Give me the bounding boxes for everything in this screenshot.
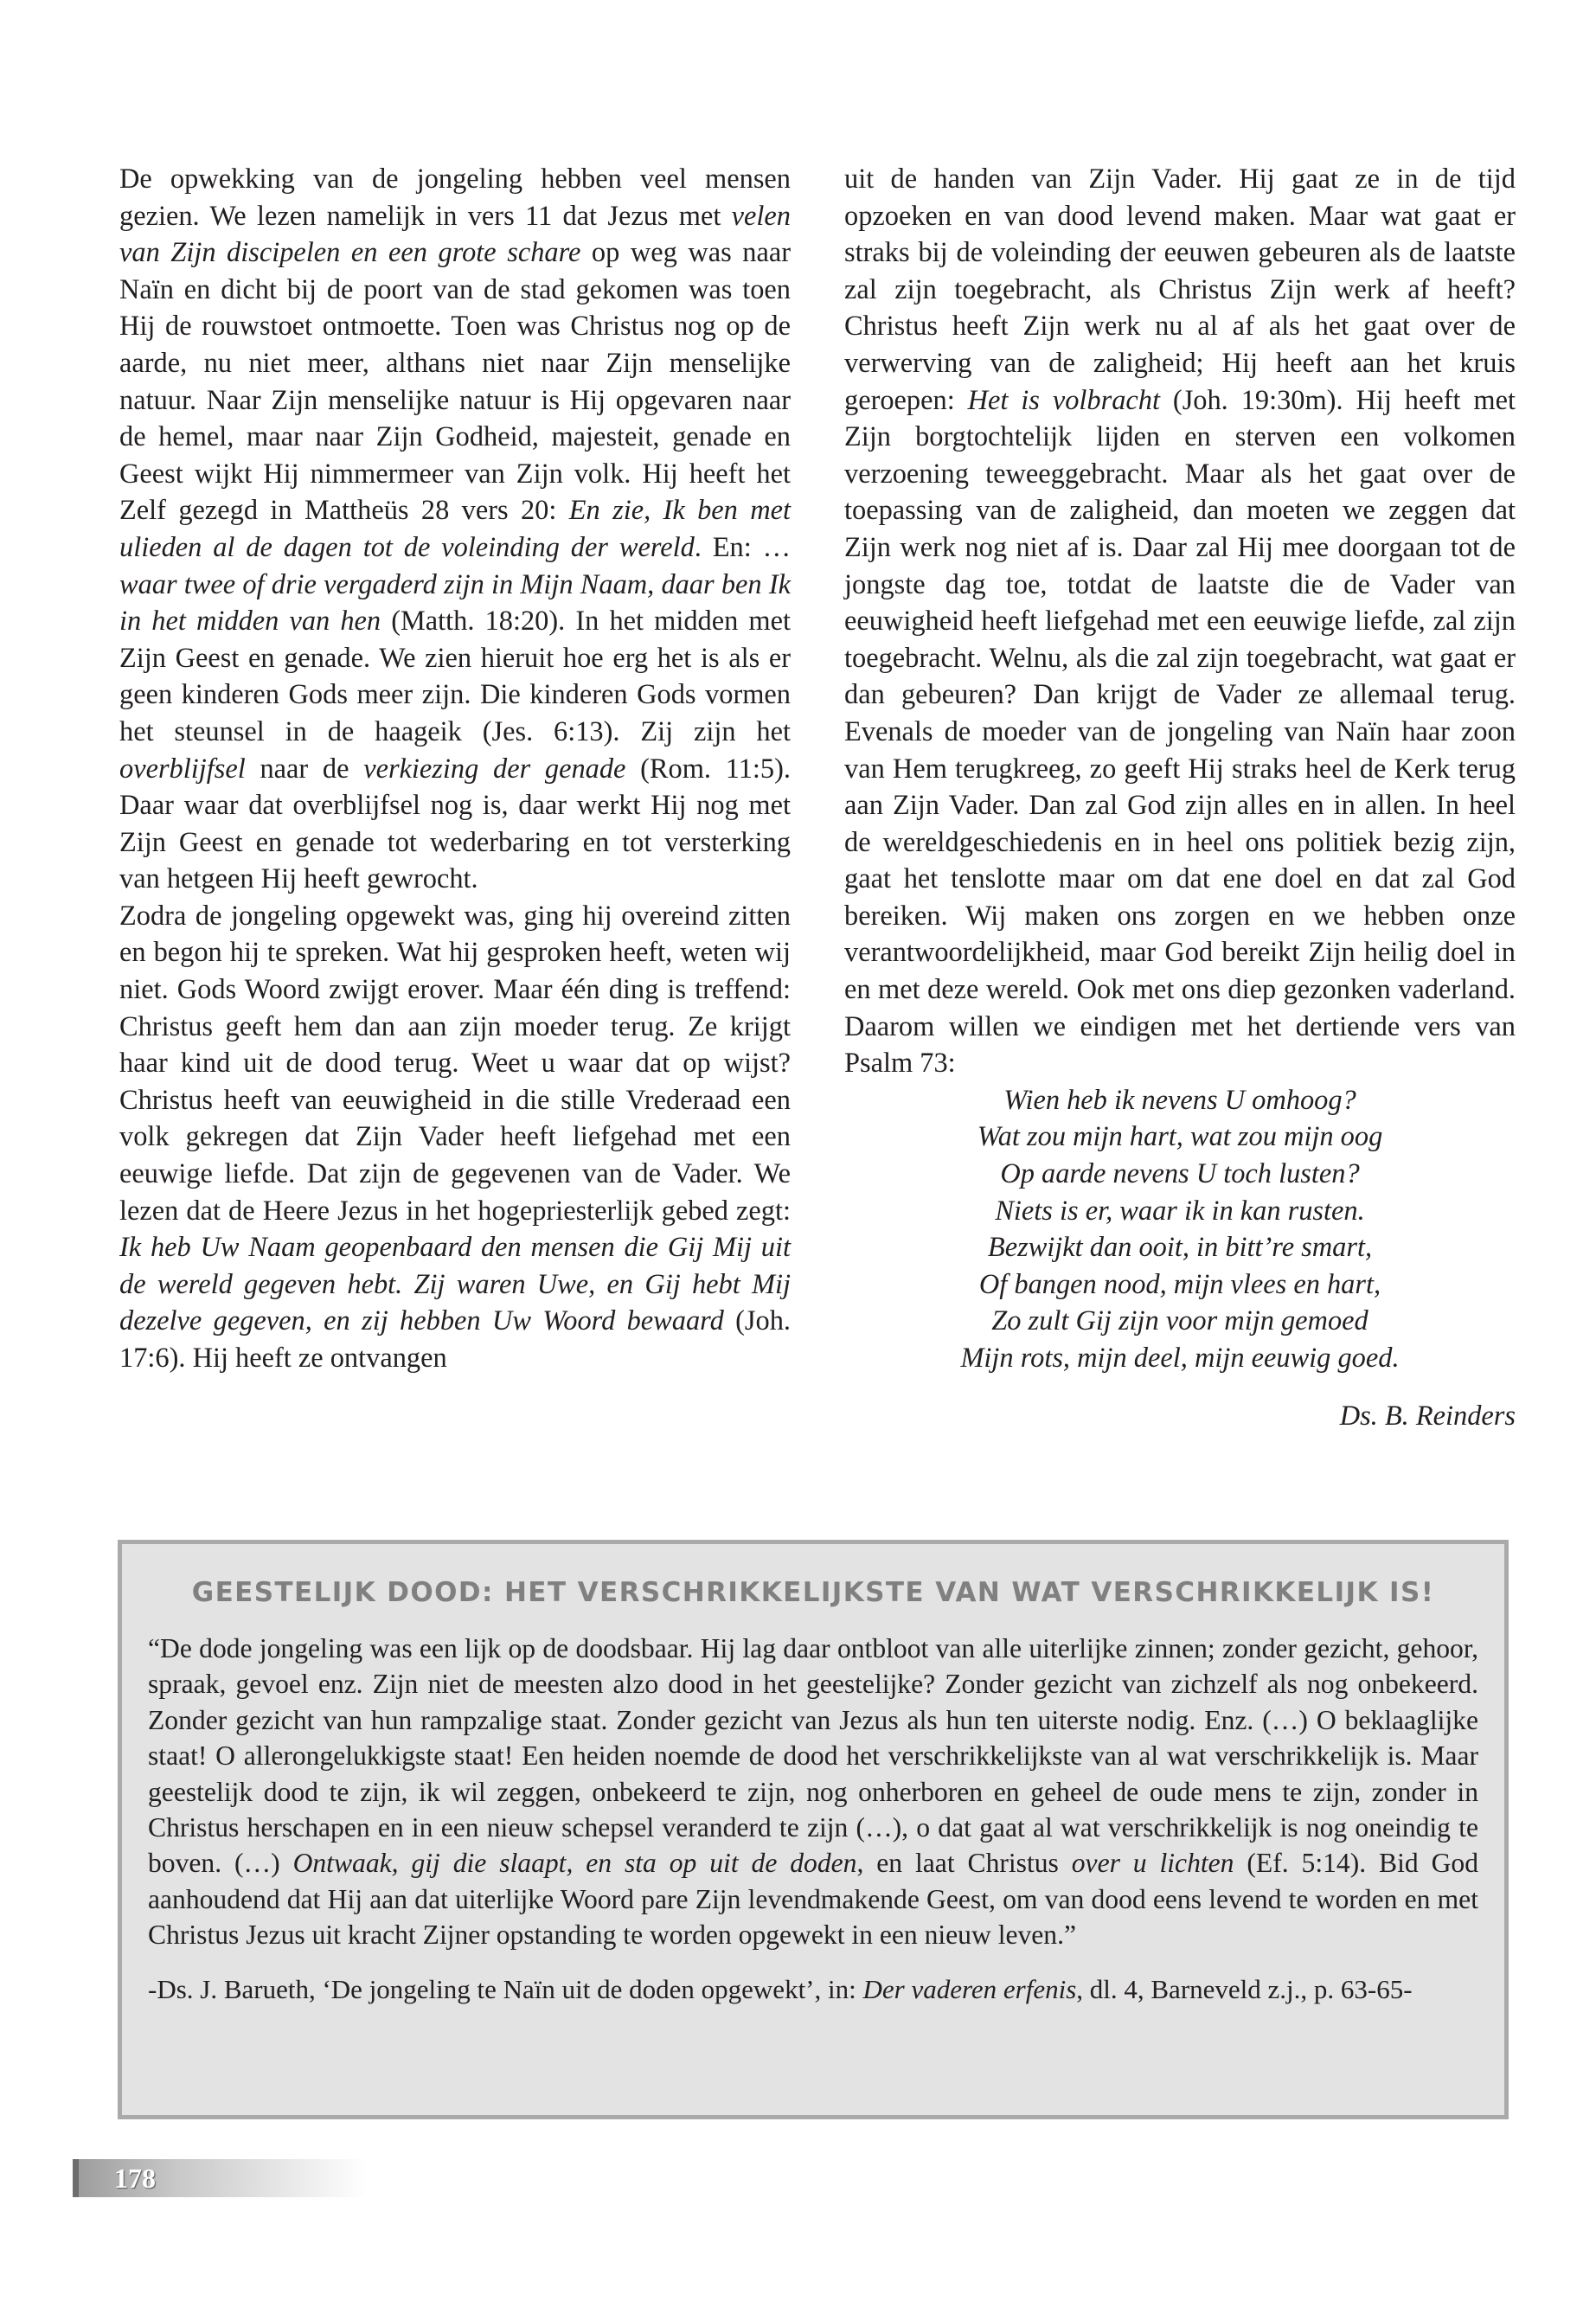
page-number-tab (73, 2159, 367, 2197)
poem-line: Wien heb ik nevens U omhoog? (1003, 1084, 1356, 1116)
poem-line: Zo zult Gij zijn voor mijn gemoed (991, 1305, 1368, 1337)
poem-line: Of bangen nood, mijn vlees en hart, (978, 1268, 1381, 1300)
poem-line: Niets is er, waar ik in kan rusten. (995, 1195, 1365, 1227)
quote-box-title: GEESTELIJK DOOD: HET VERSCHRIKKELIJKSTE VAN WAT VERSCHRIKKELIJK IS! (191, 1577, 1435, 1608)
page-tab-bar (73, 2159, 79, 2197)
paragraph: De opwekking van de jongeling hebben veel mensen gezien. We lezen namelijk in vers 11 dat Jezus met velen van Zijn discipelen en een grote schare op weg was naar Naïn en dicht bij de poort van de stad gekomen was toen Hij de rouwstoet ontmoette. Toen was Christus nog op de aarde, nu niet meer, althans niet naar Zijn menselijke natuur. Naar Zijn menselijke natuur is Hij opgevaren naar de hemel, maar naar Zijn Godheid, majesteit, genade en Geest wijkt Hij nimmermeer van Zijn volk. Hij heeft het Zelf gezegd in Mattheüs 28 vers 20: En zie, Ik ben met ulieden al de dagen tot de voleinding der wereld. En: …waar twee of drie vergaderd zijn in Mijn Naam, daar ben Ik in het midden van hen (Matth. 18:20). In het midden met Zijn Geest en genade. We zien hieruit hoe erg het is als er geen kinderen Gods meer zijn. Die kinderen Gods vormen het steunsel in de haageik (Jes. 6:13). Zij zijn het overblijfsel naar de verkiezing der genade (Rom. 11:5). Daar waar dat overblijfsel nog is, daar werkt Hij nog met Zijn Geest en genade tot wederbaring en tot versterking van hetgeen Hij heeft gewrocht. (119, 163, 792, 895)
poem-line: Op aarde nevens U toch lusten? (1000, 1158, 1360, 1190)
poem-line: Wat zou mijn hart, wat zou mijn oog (977, 1121, 1383, 1153)
psalm-verse (844, 1082, 1516, 1377)
quote-box (118, 1540, 1509, 2119)
left-column (119, 161, 791, 1377)
poem-line: Bezwijkt dan ooit, in bitt’re smart, (987, 1232, 1373, 1264)
page-number: 178 (114, 2163, 156, 2194)
right-column (844, 161, 1516, 1434)
paragraph: uit de handen van Zijn Vader. Hij gaat ze in de tijd opzoeken en van dood levend maken. Maar wat gaat er straks bij de voleinding der eeuwen gebeuren als de laatste zal zijn toegebracht, als Christus Zijn werk af heeft? Christus heeft Zijn werk nu al af als het gaat over de verwerving van de zaligheid; Hij heeft aan het kruis geroepen: Het is volbracht (Joh. 19:30m). Hij heeft met Zijn borgtochtelijk lijden en sterven een volkomen verzoening teweeggebracht. Maar als het gaat over de toepassing van de zaligheid, dan moeten we zeggen dat Zijn werk nog niet af is. Daar zal Hij mee doorgaan tot de jongste dag toe, totdat de laatste die de Vader van eeuwigheid heeft liefgehad met een eeuwige liefde, zal zijn toegebracht. Welnu, als die zal zijn toegebracht, wat gaat er dan gebeuren? Dan krijgt de Vader ze allemaal terug. Evenals de moeder van de jongeling van Naïn haar zoon van Hem terugkreeg, zo geeft Hij straks heel de Kerk terug aan Zijn Vader. Dan zal God zijn alles en in allen. In heel de wereldgeschiedenis en in heel ons politiek bezig zijn, gaat het tenslotte maar om dat ene doel en dat zal God bereiken. Wij maken ons zorgen en we hebben onze verantwoordelijkheid, maar God bereikt Zijn heilig doel in en met deze wereld. Ook met ons diep gezonken vaderland. Daarom willen we eindigen met het dertiende vers van Psalm 73: (844, 163, 1516, 1080)
author-signature: Ds. B. Reinders (1339, 1400, 1516, 1432)
poem-line: Mijn rots, mijn deel, mijn eeuwig goed. (960, 1343, 1400, 1374)
paragraph: Zodra de jongeling opgewekt was, ging hij overeind zitten en begon hij te spreken. Wat hij gesproken heeft, weten wij niet. Gods Woord zwijgt erover. Maar één ding is treffend: Christus geeft hem dan aan zijn moeder terug. Ze krijgt haar kind uit de dood terug. Weet u waar dat op wijst? Christus heeft van eeuwigheid in die stille Vrederaad een volk gekregen dat Zijn Vader heeft liefgehad met een eeuwige liefde. Dat zijn de gegevenen van de Vader. We lezen dat de Heere Jezus in het hogepriesterlijk gebed zegt: Ik heb Uw Naam geopenbaard den mensen die Gij Mij uit de wereld gegeven hebt. Zij waren Uwe, en Gij hebt Mij dezelve gegeven, en zij hebben Uw Woord bewaard (Joh. 17:6). Hij heeft ze ontvangen (119, 900, 792, 1374)
quote-box-source: -Ds. J. Barueth, ‘De jongeling te Naïn uit de doden opgewekt’, in: Der vaderen erfenis, dl. 4, Barneveld z.j., p. 63-65- (148, 1973, 1413, 2004)
quote-box-body: “De dode jongeling was een lijk op de doodsbaar. Hij lag daar ontbloot van alle uiterlijke zinnen; zonder gezicht, gehoor, spraak, gevoel enz. Zijn niet de meesten alzo dood in het geestelijke? Zonder gezicht van zichzelf als nog onbekeerd. Zonder gezicht van hun rampzalige staat. Zonder gezicht van Jezus als hun ten uiterste nodig. Enz. (…) O beklaaglijke staat! O allerongelukkigste staat! Een heiden noemde de dood het verschrikkelijkste van al wat verschrikkelijk is. Maar geestelijk dood te zijn, ik wil zeggen, onbekeerd te zijn, nog onherboren en geheel de oude mens te zijn, zonder in Christus herschapen en in een nieuw schepsel veranderd te zijn (…), o dat gaat al wat verschrikkelijk is nog oneindig te boven. (…) Ontwaak, gij die slaapt, en sta op uit de doden, en laat Christus over u lichten (Ef. 5:14). Bid God aanhoudend dat Hij aan dat uiterlijke Woord pare Zijn levendmakende Geest, om van dood eens levend te worden en met Christus Jezus uit kracht Zijner opstanding te worden opgewekt in een nieuw leven.” (148, 1633, 1478, 1951)
